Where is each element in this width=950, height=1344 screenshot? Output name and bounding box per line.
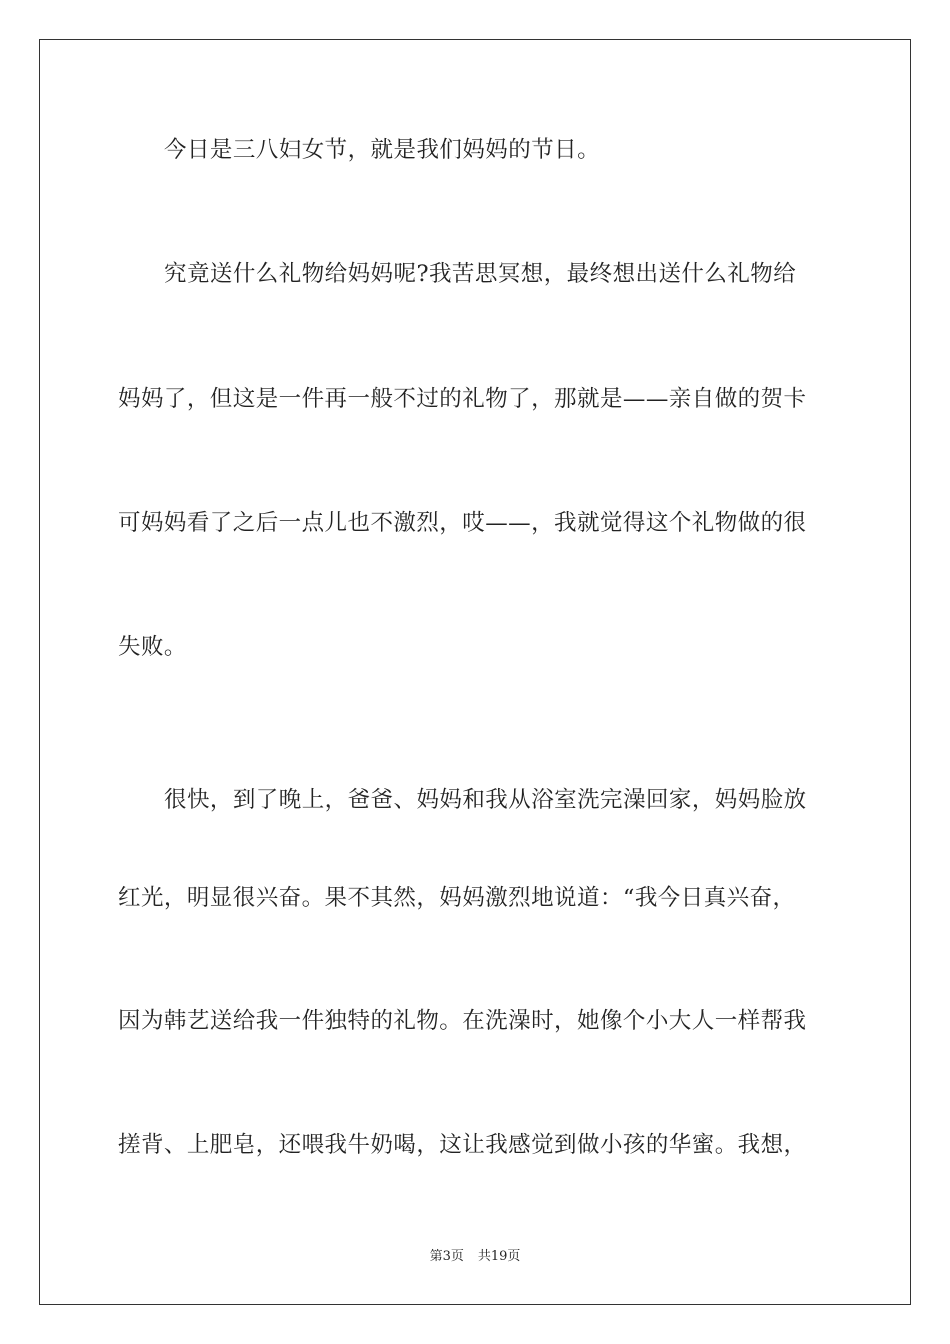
paragraph-line: 因为韩艺送给我一件独特的礼物。在洗澡时，她像个小大人一样帮我 [118,1008,807,1034]
paragraph-line: 究竟送什么礼物给妈妈呢?我苦思冥想，最终想出送什么礼物给 [164,261,797,287]
page-footer [0,1248,950,1266]
page-number: 第3页 [429,1249,464,1264]
paragraph-line: 红光，明显很兴奋。果不其然，妈妈激烈地说道：“我今日真兴奋， [118,885,796,911]
paragraph-line: 妈妈了，但这是一件再一般不过的礼物了，那就是——亲自做的贺卡 [118,386,807,412]
paragraph-line: 可妈妈看了之后一点儿也不激烈，哎——，我就觉得这个礼物做的很 [118,510,807,536]
paragraph-line: 很快，到了晚上，爸爸、妈妈和我从浴室洗完澡回家，妈妈脸放 [164,787,807,813]
page-border [39,39,911,1305]
paragraph-line: 搓背、上肥皂，还喂我牛奶喝，这让我感觉到做小孩的华蜜。我想， [118,1132,807,1158]
page-total: 共19页 [477,1249,521,1264]
paragraph-line: 今日是三八妇女节，就是我们妈妈的节日。 [164,137,601,163]
paragraph-line: 失败。 [118,634,187,660]
